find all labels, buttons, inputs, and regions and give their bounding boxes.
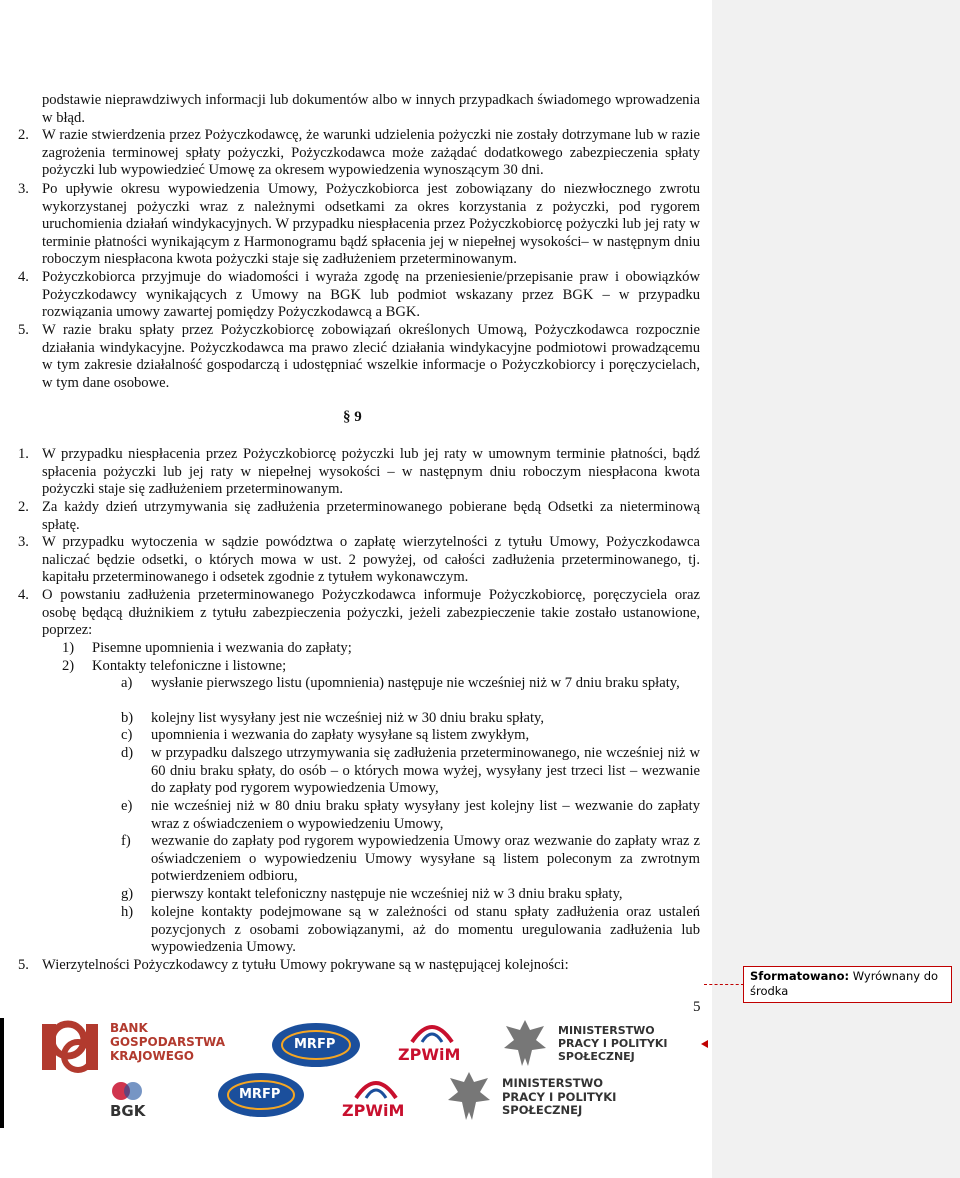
bgk-line: KRAJOWEGO — [110, 1049, 194, 1063]
comment-anchor-arrow — [701, 1040, 708, 1048]
sub-item-1: Pisemne upomnienia i wezwania do zapłaty; — [92, 640, 352, 656]
letter-item-h: kolejne kontakty podejmowane są w zależności od stanu spłaty zadłużenia oraz ustaleń pozycjonych z osobami zobowiązanymi, aż do momentu uregulowania zadłużenia lub wypowiedzenia Umowy. — [151, 904, 700, 956]
letter-marker: g) — [121, 886, 134, 902]
letter-item-g: pierwszy kontakt telefoniczny następuje nie wcześniej niż w 3 dniu braku spłaty, — [151, 886, 623, 902]
page-number: 5 — [693, 999, 701, 1015]
section9-item-3: W przypadku wytoczenia w sądzie powództwa o zapłatę wierzytelności z tytułu Umowy, Pożyczkodawca naliczać będzie odsetki, o których mowa w ust. 2 powyżej, od całości zadłużenia przeterminowanego, tj. kapitału przeterminowanego i odsetek zgodnie z tytułem wykonawczym. — [42, 534, 700, 586]
section9-item-2: Za każdy dzień utrzymywania się zadłużenia przeterminowanego pobierane będą Odsetki za nieterminową spłatę. — [42, 499, 700, 533]
item-number: 4. — [18, 269, 29, 285]
zpwim-logo — [392, 1012, 472, 1072]
sub-item-2: Kontakty telefoniczne i listowne; — [92, 658, 287, 674]
letter-marker: f) — [121, 833, 131, 849]
item-number: 2. — [18, 127, 29, 143]
mrfp-logo-2 — [216, 1070, 306, 1120]
letter-item-f: wezwanie do zapłaty pod rygorem wypowiedzenia Umowy oraz wezwanie do zapłaty wraz z oświadczeniem o wypowiedzeniu Umowy wysyłane są listem poleconym za zwrotnym potwierdzeniem odbioru, — [151, 833, 700, 885]
section9-item-5: Wierzytelności Pożyczkodawcy z tytułu Umowy pokrywane są w następującej kolejności: — [42, 957, 569, 973]
bgk-emblem-logo — [38, 1018, 104, 1076]
sub-number: 1) — [62, 640, 75, 656]
sub-number: 2) — [62, 658, 75, 674]
letter-marker: b) — [121, 710, 134, 726]
comment-label: Sformatowano: — [750, 969, 850, 983]
bgk-line: GOSPODARSTWA — [110, 1035, 225, 1049]
item-number: 4. — [18, 587, 29, 603]
bgk-small-logo — [110, 1080, 170, 1124]
letter-marker: e) — [121, 798, 133, 814]
letter-marker: d) — [121, 745, 134, 761]
letter-item-e: nie wcześniej niż w 80 dniu braku spłaty wysyłany jest kolejny list – wezwanie do zapłaty wraz z oświadczeniem o wypowiedzeniu Umowy, — [151, 798, 700, 832]
ministry-line: MINISTERSTWO — [502, 1076, 604, 1090]
letter-item-a: wysłanie pierwszego listu (upomnienia) następuje nie wcześniej niż w 7 dniu braku spłaty, — [151, 675, 680, 691]
ministry-wordmark — [558, 1024, 667, 1063]
paragraph-4: Pożyczkobiorca przyjmuje do wiadomości i wyraża zgodę na przeniesienie/przepisanie praw i obowiązków Pożyczkodawcy wynikających z Umowy na BGK lub podmiot wskazany przez BGK – w przypadku rozwiązania umowy zawartej pomiędzy Pożyczkodawcą a BGK. — [42, 269, 700, 321]
ministry-line: SPOŁECZNEJ — [558, 1050, 635, 1063]
ministry-line: MINISTERSTWO — [558, 1024, 655, 1037]
comment-connector — [704, 984, 744, 985]
letter-marker: h) — [121, 904, 134, 920]
eagle-emblem-2 — [444, 1068, 494, 1124]
mrfp-label: MRFP — [294, 1037, 336, 1052]
section9-item-4: O powstaniu zadłużenia przeterminowanego Pożyczkodawca informuje Pożyczkobiorcę, poręczyciela oraz osobę będącą dłużnikiem z tytułu zabezpieczenia pożyczki, jeżeli zabezpieczenie takie zostało ustanowione, poprzez: — [42, 587, 700, 639]
zpwim-label: ZPWiM — [342, 1101, 405, 1120]
item-number: 5. — [18, 322, 29, 338]
bgk-line: BANK — [110, 1021, 148, 1035]
margin-bar — [0, 1018, 4, 1128]
ministry-line: PRACY I POLITYKI — [502, 1089, 617, 1104]
letter-item-c: upomnienia i wezwania do zapłaty wysyłane są listem zwykłym, — [151, 727, 530, 743]
paragraph-3: Po upływie okresu wypowiedzenia Umowy, Pożyczkobiorca jest zobowiązany do niezwłocznego zwrotu wykorzystanej pożyczki wraz z należnymi odsetkami za okres korzystania z pożyczki, pod rygorem uruchomienia działań windykacyjnych. W przypadku niespłacenia przez Pożyczkobiorcę pożyczki lub jej raty w terminie płatności wynikającym z Harmonogramu bądź spłacenia jej w niepełnej wysokości– w następnym dniu roboczym niespłacona kwota pożyczki staje się zadłużeniem przeterminowanym. — [42, 181, 700, 268]
item-number: 5. — [18, 957, 29, 973]
item-number: 3. — [18, 181, 29, 197]
letter-marker: a) — [121, 675, 133, 691]
paragraph-continuation: podstawie nieprawdziwych informacji lub dokumentów albo w innych przypadkach świadomego wprowadzenia w błąd. — [42, 92, 700, 126]
bgk-small-label: BGK — [110, 1102, 146, 1120]
eagle-emblem — [500, 1016, 550, 1070]
ministry-wordmark-2 — [502, 1077, 616, 1118]
item-number: 3. — [18, 534, 29, 550]
section-heading: § 9 — [343, 409, 362, 425]
mrfp-label: MRFP — [239, 1087, 281, 1102]
mrfp-logo — [270, 1020, 362, 1070]
zpwim-label: ZPWiM — [398, 1045, 461, 1064]
bgk-wordmark — [110, 1021, 225, 1063]
paragraph-2: W razie stwierdzenia przez Pożyczkodawcę, że warunki udzielenia pożyczki nie zostały dotrzymane lub w razie zagrożenia terminowej spłaty pożyczki, Pożyczkodawca może zażądać dodatkowego zabezpieczenia spłaty pożyczki lub wypowiedzieć Umowę za okresem wypowiedzenia wynoszącym 30 dni. — [42, 127, 700, 179]
letter-item-d: w przypadku dalszego utrzymywania się zadłużenia przeterminowanego, nie wcześniej niż w 60 dniu braku spłaty, do osób – o których mowa wyżej, wysyłany jest trzeci list – wezwanie do zapłaty pod rygorem wypowiedzenia Umowy, — [151, 745, 700, 797]
ministry-line: PRACY I POLITYKI — [558, 1037, 668, 1050]
formatting-comment-balloon[interactable] — [743, 966, 952, 1003]
item-number: 1. — [18, 446, 29, 462]
letter-item-b: kolejny list wysyłany jest nie wcześniej niż w 30 dniu braku spłaty, — [151, 710, 545, 726]
letter-marker: c) — [121, 727, 133, 743]
paragraph-5: W razie braku spłaty przez Pożyczkobiorcę zobowiązań określonych Umową, Pożyczkodawca rozpocznie działania windykacyjne. Pożyczkodawca ma prawo zlecić działania windykacyjne podmiotowi prowadzącemu w tym zakresie działalność gospodarczą i udostępniać wszelkie informacje o Pożyczkobiorcy i poręczycielach, w tym dane osobowe. — [42, 322, 700, 391]
ministry-line: SPOŁECZNEJ — [502, 1103, 583, 1117]
section9-item-1: W przypadku niespłacenia przez Pożyczkobiorcę pożyczki lub jej raty w umownym terminie płatności, bądź spłacenia pożyczki lub jej raty w niepełnej wysokości – w następnym dniu roboczym niespłacona kwota pożyczki staje się zadłużeniem przeterminowanym. — [42, 446, 700, 498]
comment-text: Wyrównany do środka — [750, 969, 939, 998]
item-number: 2. — [18, 499, 29, 515]
zpwim-logo-2 — [336, 1068, 416, 1128]
